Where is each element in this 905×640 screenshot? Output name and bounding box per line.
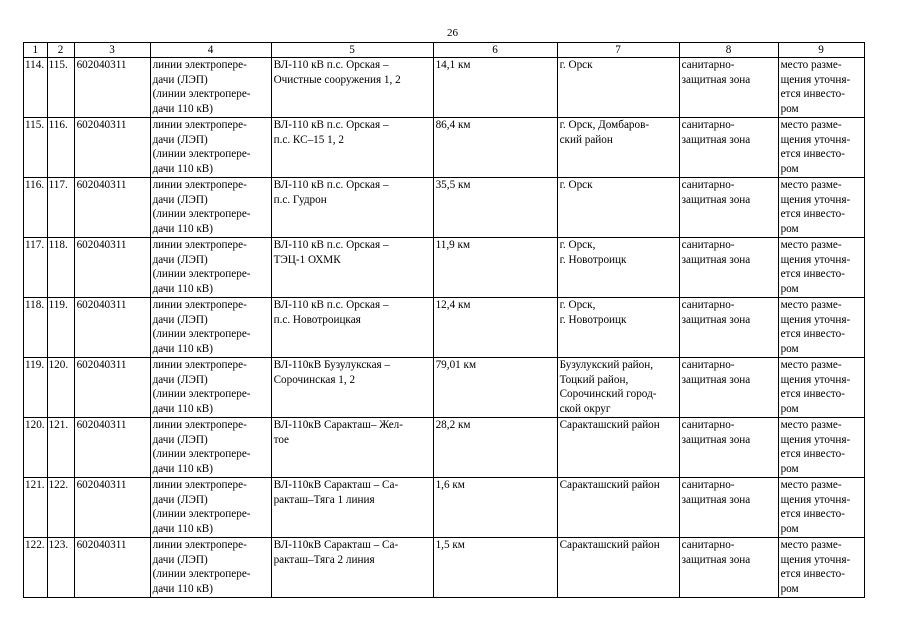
location-cell: Саракташский район [557,538,679,598]
header-row [24,43,865,58]
column-header: 2 [47,43,74,58]
note-cell: место разме- щения уточня- ется инвесто- ром [778,418,864,478]
entry-number-cell: 115. [47,58,74,118]
note-cell: место разме- щения уточня- ется инвесто- ром [778,478,864,538]
note-cell: место разме- щения уточня- ется инвесто- ром [778,118,864,178]
zone-type-cell: санитарно- защитная зона [679,478,778,538]
location-cell: Саракташский район [557,478,679,538]
note-cell: место разме- щения уточня- ется инвесто- ром [778,58,864,118]
table-row [24,118,865,178]
column-header: 6 [433,43,557,58]
object-name-cell: ВЛ-110 кВ п.с. Орская – ТЭЦ-1 ОХМК [271,238,433,298]
zone-type-cell: санитарно- защитная зона [679,238,778,298]
entry-number-cell: 122. [47,478,74,538]
object-type-cell: линии электропере- дачи (ЛЭП) (линии электропере- дачи 110 кВ) [150,118,271,178]
row-index-cell: 114. [24,58,48,118]
note-cell: место разме- щения уточня- ется инвесто- ром [778,538,864,598]
object-type-cell: линии электропере- дачи (ЛЭП) (линии электропере- дачи 110 кВ) [150,358,271,418]
length-cell: 35,5 км [433,178,557,238]
length-cell: 1,5 км [433,538,557,598]
table-row [24,358,865,418]
object-name-cell: ВЛ-110 кВ п.с. Орская – п.с. Новотроицкая [271,298,433,358]
entry-number-cell: 118. [47,238,74,298]
note-cell: место разме- щения уточня- ется инвесто- ром [778,238,864,298]
object-name-cell: ВЛ-110кВ Саракташ– Жел- тое [271,418,433,478]
length-cell: 86,4 км [433,118,557,178]
row-index-cell: 116. [24,178,48,238]
column-header: 3 [74,43,150,58]
entry-number-cell: 119. [47,298,74,358]
length-cell: 79,01 км [433,358,557,418]
length-cell: 12,4 км [433,298,557,358]
object-type-cell: линии электропере- дачи (ЛЭП) (линии электропере- дачи 110 кВ) [150,418,271,478]
entry-number-cell: 116. [47,118,74,178]
zone-type-cell: санитарно- защитная зона [679,58,778,118]
object-type-cell: линии электропере- дачи (ЛЭП) (линии электропере- дачи 110 кВ) [150,478,271,538]
length-cell: 1,6 км [433,478,557,538]
table-row [24,298,865,358]
object-name-cell: ВЛ-110 кВ п.с. Орская – п.с. Гудрон [271,178,433,238]
row-index-cell: 118. [24,298,48,358]
entry-number-cell: 123. [47,538,74,598]
note-cell: место разме- щения уточня- ется инвесто- ром [778,358,864,418]
object-type-cell: линии электропере- дачи (ЛЭП) (линии электропере- дачи 110 кВ) [150,298,271,358]
row-index-cell: 115. [24,118,48,178]
table-row [24,58,865,118]
entry-number-cell: 120. [47,358,74,418]
row-index-cell: 122. [24,538,48,598]
object-name-cell: ВЛ-110кВ Саракташ – Са- ракташ–Тяга 2 линия [271,538,433,598]
table-row [24,418,865,478]
code-cell: 602040311 [74,478,150,538]
object-name-cell: ВЛ-110 кВ п.с. Орская – Очистные сооружения 1, 2 [271,58,433,118]
column-header: 5 [271,43,433,58]
code-cell: 602040311 [74,358,150,418]
location-cell: г. Орск [557,178,679,238]
zone-type-cell: санитарно- защитная зона [679,298,778,358]
table-row [24,178,865,238]
object-name-cell: ВЛ-110 кВ п.с. Орская – п.с. КС–15 1, 2 [271,118,433,178]
table-row [24,538,865,598]
object-name-cell: ВЛ-110кВ Бузулукская – Сорочинская 1, 2 [271,358,433,418]
zone-type-cell: санитарно- защитная зона [679,538,778,598]
note-cell: место разме- щения уточня- ется инвесто- ром [778,178,864,238]
location-cell: Бузулукский район, Тоцкий район, Сорочинский город- ской округ [557,358,679,418]
code-cell: 602040311 [74,418,150,478]
row-index-cell: 119. [24,358,48,418]
location-cell: г. Орск, г. Новотроицк [557,298,679,358]
code-cell: 602040311 [74,538,150,598]
code-cell: 602040311 [74,58,150,118]
code-cell: 602040311 [74,178,150,238]
zone-type-cell: санитарно- защитная зона [679,118,778,178]
code-cell: 602040311 [74,238,150,298]
note-cell: место разме- щения уточня- ется инвесто- ром [778,298,864,358]
row-index-cell: 117. [24,238,48,298]
location-cell: Саракташский район [557,418,679,478]
table-row [24,478,865,538]
length-cell: 28,2 км [433,418,557,478]
row-index-cell: 120. [24,418,48,478]
object-type-cell: линии электропере- дачи (ЛЭП) (линии электропере- дачи 110 кВ) [150,178,271,238]
code-cell: 602040311 [74,118,150,178]
length-cell: 11,9 км [433,238,557,298]
entry-number-cell: 117. [47,178,74,238]
column-header: 4 [150,43,271,58]
object-type-cell: линии электропере- дачи (ЛЭП) (линии электропере- дачи 110 кВ) [150,538,271,598]
column-header: 9 [778,43,864,58]
row-index-cell: 121. [24,478,48,538]
location-cell: г. Орск, г. Новотроицк [557,238,679,298]
zone-type-cell: санитарно- защитная зона [679,178,778,238]
object-type-cell: линии электропере- дачи (ЛЭП) (линии электропере- дачи 110 кВ) [150,238,271,298]
zone-type-cell: санитарно- защитная зона [679,418,778,478]
code-cell: 602040311 [74,298,150,358]
column-header: 8 [679,43,778,58]
location-cell: г. Орск, Домбаров- ский район [557,118,679,178]
entry-number-cell: 121. [47,418,74,478]
table-row [24,238,865,298]
zone-type-cell: санитарно- защитная зона [679,358,778,418]
page-number: 26 [447,27,458,39]
object-name-cell: ВЛ-110кВ Саракташ – Са- ракташ–Тяга 1 линия [271,478,433,538]
object-type-cell: линии электропере- дачи (ЛЭП) (линии электропере- дачи 110 кВ) [150,58,271,118]
zones-table [23,42,865,598]
location-cell: г. Орск [557,58,679,118]
column-header: 1 [24,43,48,58]
column-header: 7 [557,43,679,58]
length-cell: 14,1 км [433,58,557,118]
